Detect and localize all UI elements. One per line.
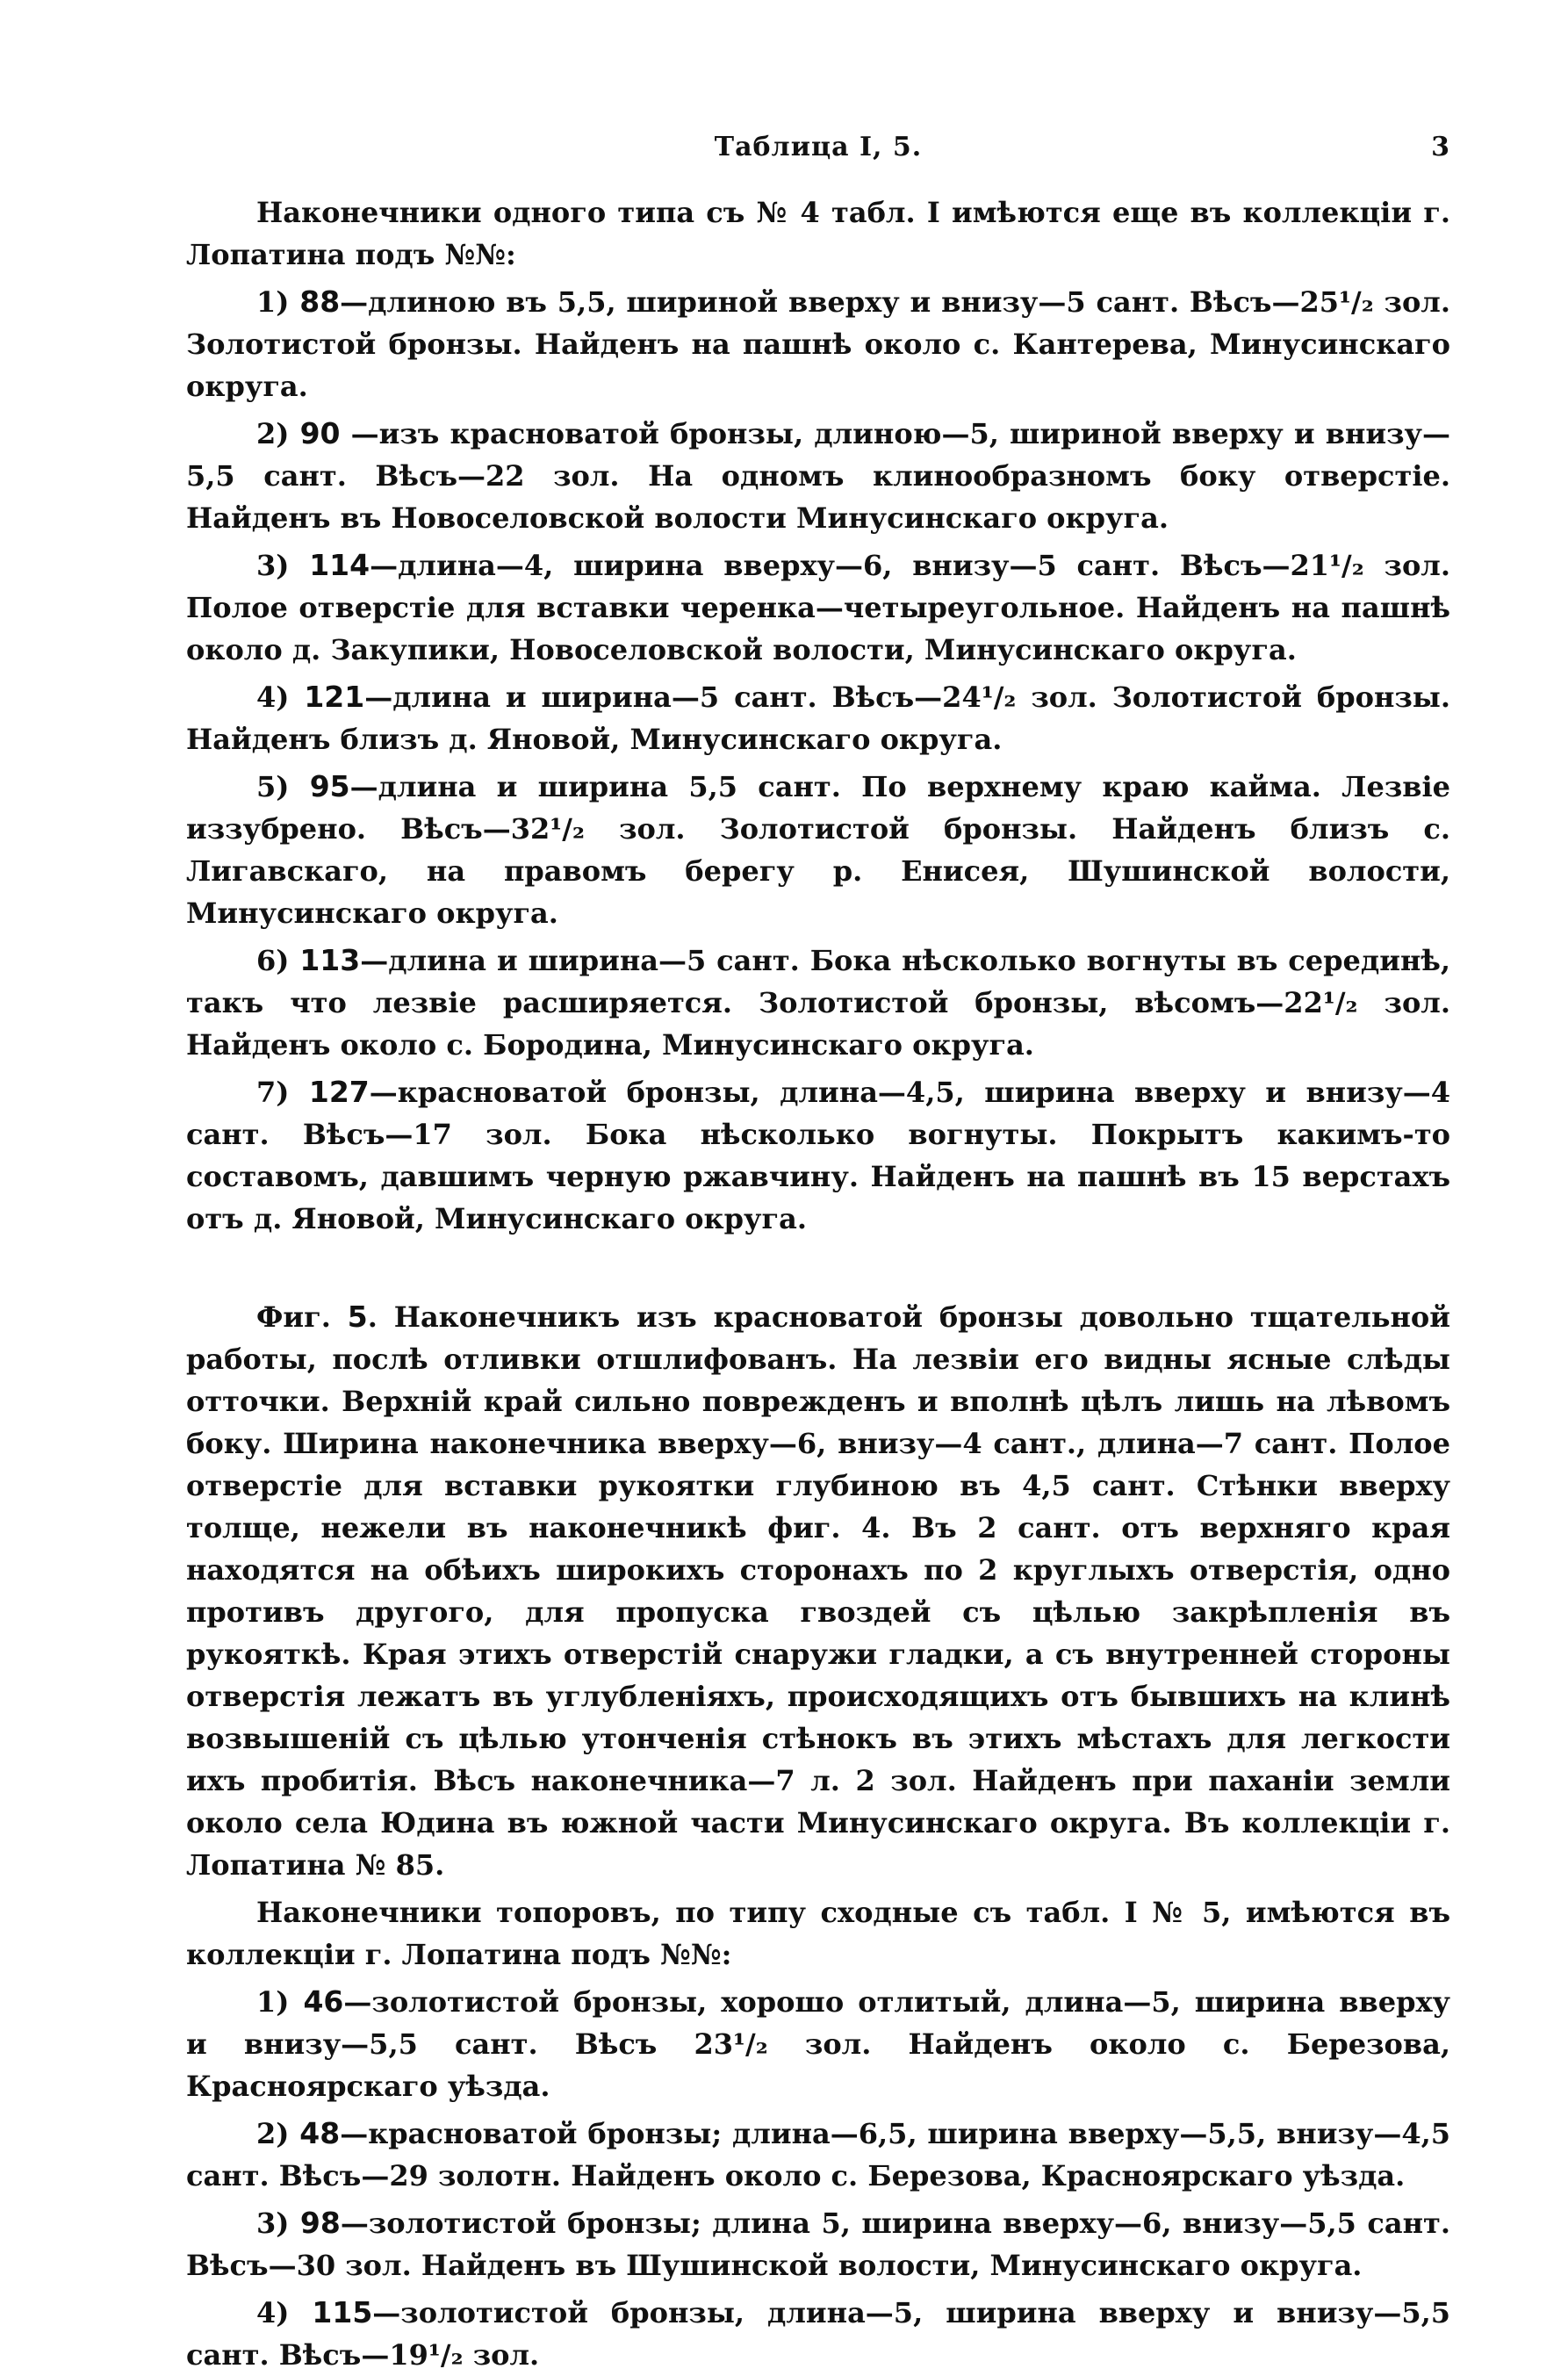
fig-text: . Наконечникъ изъ красноватой бронзы довольно тщательной работы, послѣ отливки отшлифованъ. На лезвіи его видны ясные слѣды отточки. Верхній край сильно поврежденъ и вполнѣ цѣлъ лишь на лѣвомъ боку. Ширина наконечника вверху—6, внизу—4 сант., длина—7 сант. Полое отверстіе для вставки рукоятки глубиною въ 4,5 сант. Стѣнки вверху толще, нежели въ наконечникѣ фиг. 4. Въ 2 сант. отъ верхняго края находятся на обѣихъ широкихъ сторонахъ по 2 круглыхъ отверстія, одно противъ другого, для пропуска гвоздей съ цѣлью закрѣпленія въ рукояткѣ. Края этихъ отверстій снаружи гладки, а съ внутренней стороны отверстія лежатъ въ углубленіяхъ, происходящихъ отъ бывшихъ на клинѣ возвышеній съ цѣлью утонченія стѣнокъ въ этихъ мѣстахъ для легкости ихъ пробитія. Вѣсъ наконечника—7 л. 2 зол. Найденъ при паханіи земли около села Юдина въ южной части Минусинскаго округа. Въ коллекціи г. Лопатина № 85. <box>186 1300 1450 1882</box>
page-header <box>186 132 1450 184</box>
list-item <box>186 413 1450 539</box>
item-prefix: 3) <box>256 2207 300 2240</box>
item-number: 121 <box>304 680 365 714</box>
item-text: —красноватой бронзы; длина—6,5, ширина вверху—5,5, внизу—4,5 сант. Вѣсъ—29 золотн. Найденъ около с. Березова, Красноярскаго уѣзда. <box>186 2117 1451 2192</box>
item-number: 115 <box>312 2295 373 2329</box>
section-figure-5 <box>186 1296 1450 2376</box>
figure-description <box>186 1296 1450 1886</box>
item-number: 114 <box>309 548 370 582</box>
item-number: 127 <box>308 1075 370 1109</box>
item-prefix: 4) <box>256 2296 313 2329</box>
item-number: 98 <box>299 2206 341 2240</box>
list-item <box>186 1071 1450 1240</box>
list-item <box>186 2202 1450 2286</box>
item-prefix: 2) <box>256 417 300 450</box>
item-text: —красноватой бронзы, длина—4,5, ширина вверху и внизу—4 сант. Вѣсъ—17 зол. Бока нѣсколько вогнуты. Покрытъ какимъ-то составомъ, давшимъ черную ржавчину. Найденъ на пашнѣ въ 15 верстахъ отъ д. Яновой, Минусинскаго округа. <box>186 1076 1451 1235</box>
page-title: Таблица I, 5. <box>714 132 923 162</box>
item-text: —длиною въ 5,5, шириной вверху и внизу—5 сант. Вѣсъ—25¹/₂ зол. Золотистой бронзы. Найденъ на пашнѣ около с. Кантерева, Минусинскаго округа. <box>186 285 1451 403</box>
item-number: 88 <box>299 284 341 319</box>
item-prefix: 2) <box>256 2117 300 2150</box>
item-prefix: 1) <box>256 285 300 319</box>
list-item <box>186 2113 1450 2197</box>
list-item <box>186 1981 1450 2107</box>
item-text: —золотистой бронзы, хорошо отлитый, длина—5, ширина вверху и внизу—5,5 сант. Вѣсъ 23¹/₂ зол. Найденъ около с. Березова, Красноярскаго уѣзда. <box>186 1985 1450 2103</box>
item-prefix: 4) <box>256 680 305 714</box>
list-item <box>186 940 1450 1066</box>
item-text: —изъ красноватой бронзы, длиною—5, шириной вверху и внизу—5,5 сант. Вѣсъ—22 зол. На одномъ клинообразномъ боку отверстіе. Найденъ въ Новоселовской волости Минусинскаго округа. <box>186 417 1451 535</box>
item-prefix: 6) <box>256 944 300 977</box>
section-gap <box>186 1240 1450 1289</box>
item-text: —длина и ширина—5 сант. Бока нѣсколько вогнуты въ серединѣ, такъ что лезвіе расширяется. Золотистой бронзы, вѣсомъ—22¹/₂ зол. Найденъ около с. Бородина, Минусинскаго округа. <box>186 944 1451 1062</box>
item-number: 90 <box>299 416 341 450</box>
item-text: —золотистой бронзы, длина—5, ширина вверху и внизу—5,5 сант. Вѣсъ—19¹/₂ зол. <box>186 2296 1451 2372</box>
item-text: —длина и ширина 5,5 сант. По верхнему краю кайма. Лезвіе иззубрено. Вѣсъ—32¹/₂ зол. Золотистой бронзы. Найденъ близъ с. Лигавскаго, на правомъ берегу р. Енисея, Шушинской волости, Минусинскаго округа. <box>186 770 1451 930</box>
item-number: 113 <box>299 943 361 977</box>
section1-intro: Наконечники одного типа съ № 4 табл. I имѣются еще въ коллекціи г. Лопатина подъ №№: <box>186 196 1450 271</box>
item-text: —длина и ширина—5 сант. Вѣсъ—24¹/₂ зол. Золотистой бронзы. Найденъ близъ д. Яновой, Минусинскаго округа. <box>186 680 1451 756</box>
section-table-4-items <box>186 191 1450 1240</box>
item-prefix: 7) <box>256 1076 309 1109</box>
list-item <box>186 2292 1450 2376</box>
list-item <box>186 281 1450 407</box>
item-prefix: 3) <box>256 549 310 582</box>
item-number: 95 <box>309 769 350 803</box>
item-prefix: 1) <box>256 1985 304 2019</box>
fig-number: 5 <box>347 1300 368 1334</box>
item-text: —золотистой бронзы; длина 5, ширина вверху—6, внизу—5,5 сант. Вѣсъ—30 зол. Найденъ въ Шушинской волости, Минусинскаго округа. <box>186 2207 1451 2282</box>
item-prefix: 5) <box>256 770 310 803</box>
list-item <box>186 544 1450 671</box>
fig-prefix: Фиг. <box>256 1300 348 1334</box>
document-page <box>186 132 1450 2376</box>
page-number: 3 <box>1431 132 1450 162</box>
item-text: —длина—4, ширина вверху—6, внизу—5 сант. Вѣсъ—21¹/₂ зол. Полое отверстіе для вставки черенка—четыреугольное. Найденъ на пашнѣ около д. Закупики, Новоселовской волости, Минусинскаго округа. <box>186 549 1451 666</box>
list-item <box>186 676 1450 760</box>
item-number: 48 <box>299 2116 341 2150</box>
section2-intro: Наконечники топоровъ, по типу сходные съ табл. I № 5, имѣются въ коллекціи г. Лопатина подъ №№: <box>186 1896 1450 1971</box>
list-item <box>186 766 1450 934</box>
item-number: 46 <box>303 1984 344 2019</box>
